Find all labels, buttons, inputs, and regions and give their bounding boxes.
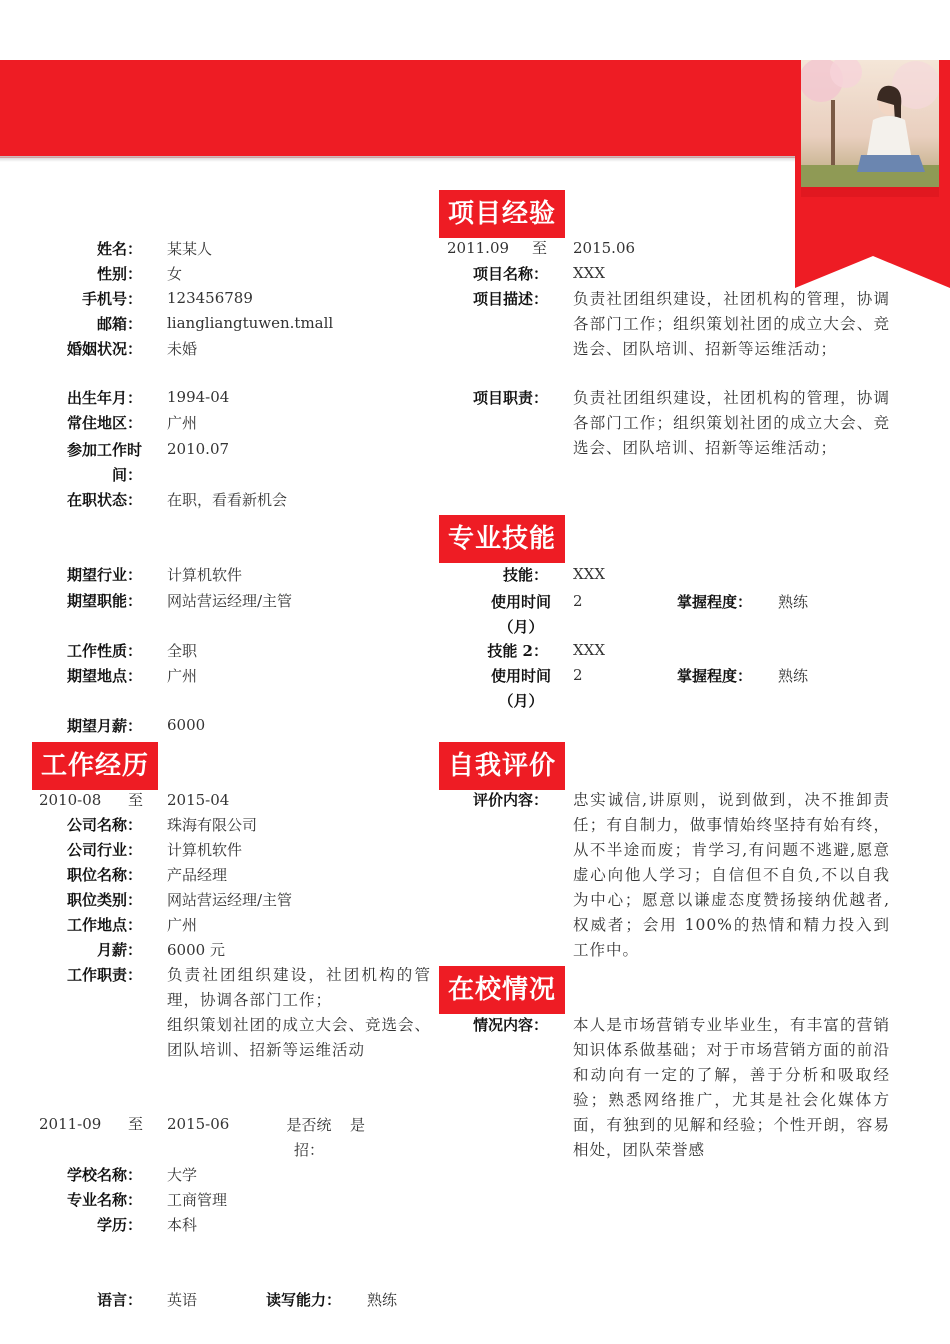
marital-value: 未婚 bbox=[167, 340, 198, 358]
job-category-value: 网站营运经理/主管 bbox=[167, 891, 293, 909]
expect-industry-label: 期望行业： bbox=[66, 566, 142, 584]
phone-value: 123456789 bbox=[167, 289, 253, 307]
expect-position-label: 期望职能： bbox=[66, 592, 142, 610]
expect-industry-value: 计算机软件 bbox=[167, 566, 243, 584]
campus-text: 本人是市场营销专业毕业生，有丰富的营销知识体系做基础；对于市场营销方面的前沿和动向有一定的了解，善于分析和吸取经验；熟悉网络推广，尤其是社会化媒体方面，有独到的见解和经验；个性开朗，容易相处，团队荣誉感 bbox=[573, 1016, 890, 1159]
school-value: 大学 bbox=[167, 1166, 198, 1184]
company-label: 公司名称： bbox=[66, 816, 142, 834]
profile-photo bbox=[801, 60, 939, 187]
section-title-self-eval: 自我评价 bbox=[439, 742, 565, 790]
work-location-value: 广州 bbox=[167, 916, 198, 934]
status-label: 在职状态： bbox=[66, 491, 142, 509]
work-end-date: 2015-04 bbox=[167, 791, 230, 809]
work-nature-value: 全职 bbox=[167, 642, 198, 660]
edu-date-separator: 至 bbox=[128, 1115, 144, 1133]
edu-start-date: 2011-09 bbox=[39, 1115, 102, 1133]
section-title-project: 项目经验 bbox=[439, 190, 565, 238]
expect-salary-value: 6000 bbox=[167, 716, 206, 734]
gender-label: 性别： bbox=[96, 265, 142, 283]
project-desc-text: 负责社团组织建设，社团机构的管理，协调各部门工作；组织策划社团的成立大会、竞选会、团队培训、招新等运维活动； bbox=[573, 290, 890, 358]
skill1-time-value: 2 bbox=[573, 592, 583, 610]
project-name-value: XXX bbox=[573, 264, 606, 282]
language-label: 语言： bbox=[96, 1291, 142, 1309]
monthly-salary-label: 月薪： bbox=[96, 941, 142, 959]
campus-label: 情况内容： bbox=[472, 1016, 548, 1034]
birth-value: 1994-04 bbox=[167, 388, 230, 406]
edu-end-date: 2015-06 bbox=[167, 1115, 230, 1133]
major-value: 工商管理 bbox=[167, 1191, 228, 1209]
name-label: 姓名： bbox=[96, 240, 142, 258]
marital-label: 婚姻状况： bbox=[66, 340, 142, 358]
residence-value: 广州 bbox=[167, 414, 198, 432]
company-value: 珠海有限公司 bbox=[167, 816, 258, 834]
skill2-time-label: 使用时间（月） bbox=[490, 667, 551, 710]
job-duty-text-1: 负责社团组织建设，社团机构的管理，协调各部门工作； bbox=[167, 966, 431, 1009]
school-label: 学校名称： bbox=[66, 1166, 142, 1184]
project-end-date: 2015.06 bbox=[573, 239, 636, 257]
degree-value: 本科 bbox=[167, 1216, 198, 1234]
degree-label: 学历： bbox=[96, 1216, 142, 1234]
skill1-value: XXX bbox=[573, 565, 606, 583]
job-title-label: 职位名称： bbox=[66, 866, 142, 884]
birth-label: 出生年月： bbox=[66, 389, 142, 407]
job-category-label: 职位类别： bbox=[66, 891, 142, 909]
job-title-value: 产品经理 bbox=[167, 866, 228, 884]
skill1-level-value: 熟练 bbox=[778, 593, 809, 611]
monthly-salary-value: 6000 元 bbox=[167, 941, 225, 959]
skill2-level-label: 掌握程度： bbox=[677, 667, 753, 685]
gender-value: 女 bbox=[167, 265, 183, 283]
work-nature-label: 工作性质： bbox=[66, 642, 142, 660]
section-title-skills: 专业技能 bbox=[439, 515, 565, 563]
rw-ability-label: 读写能力： bbox=[266, 1291, 342, 1309]
company-industry-label: 公司行业： bbox=[66, 841, 142, 859]
name-value: 某某人 bbox=[167, 240, 213, 258]
job-duty-label: 工作职责： bbox=[66, 966, 142, 984]
unified-admission-value: 是 bbox=[350, 1116, 366, 1134]
skill2-time-value: 2 bbox=[573, 666, 583, 684]
work-start-date: 2010-08 bbox=[39, 791, 102, 809]
project-date-separator: 至 bbox=[532, 239, 548, 257]
self-eval-text: 忠实诚信,讲原则，说到做到，决不推卸责任；有自制力，做事情始终坚持有始有终，从不半途而废；肯学习,有问题不逃避,愿意虚心向他人学习；自信但不自负,不以自我为中心；愿意以谦虚态度赞扬接纳优越者,权威者；会用 100%的热情和精力投入到工作中。 bbox=[573, 791, 890, 959]
skill1-label: 技能： bbox=[502, 566, 548, 584]
project-name-label: 项目名称： bbox=[472, 265, 548, 283]
phone-label: 手机号： bbox=[81, 290, 142, 308]
expect-position-value: 网站营运经理/主管 bbox=[167, 592, 293, 610]
expect-location-value: 广州 bbox=[167, 667, 198, 685]
language-value: 英语 bbox=[167, 1291, 198, 1309]
status-value: 在职，看看新机会 bbox=[167, 491, 288, 509]
skill1-time-label: 使用时间（月） bbox=[490, 593, 551, 636]
rw-ability-value: 熟练 bbox=[367, 1291, 398, 1309]
skill1-level-label: 掌握程度： bbox=[677, 593, 753, 611]
expect-salary-label: 期望月薪： bbox=[66, 717, 142, 735]
project-desc-label: 项目描述： bbox=[472, 290, 548, 308]
section-title-work: 工作经历 bbox=[32, 742, 158, 790]
work-location-label: 工作地点： bbox=[66, 916, 142, 934]
company-industry-value: 计算机软件 bbox=[167, 841, 243, 859]
project-role-label: 项目职责： bbox=[472, 389, 548, 407]
email-value: liangliangtuwen.tmall bbox=[167, 314, 334, 332]
skill2-label: 技能 2： bbox=[487, 642, 548, 660]
section-title-campus: 在校情况 bbox=[439, 966, 565, 1014]
email-label: 邮箱： bbox=[96, 315, 142, 333]
project-role-text: 负责社团组织建设，社团机构的管理，协调各部门工作；组织策划社团的成立大会、竞选会、团队培训、招新等运维活动； bbox=[573, 389, 890, 457]
major-label: 专业名称： bbox=[66, 1191, 142, 1209]
skill2-level-value: 熟练 bbox=[778, 667, 809, 685]
expect-location-label: 期望地点： bbox=[66, 667, 142, 685]
project-start-date: 2011.09 bbox=[447, 239, 510, 257]
residence-label: 常住地区： bbox=[66, 414, 142, 432]
job-duty-text-2: 组织策划社团的成立大会、竞选会、团队培训、招新等运维活动 bbox=[167, 1016, 432, 1059]
skill2-value: XXX bbox=[573, 641, 606, 659]
self-eval-label: 评价内容： bbox=[472, 791, 548, 809]
work-date-separator: 至 bbox=[128, 791, 144, 809]
work-start-label: 参加工作时间： bbox=[66, 441, 142, 484]
work-start-value: 2010.07 bbox=[167, 440, 230, 458]
unified-admission-label: 是否统招： bbox=[286, 1116, 332, 1159]
